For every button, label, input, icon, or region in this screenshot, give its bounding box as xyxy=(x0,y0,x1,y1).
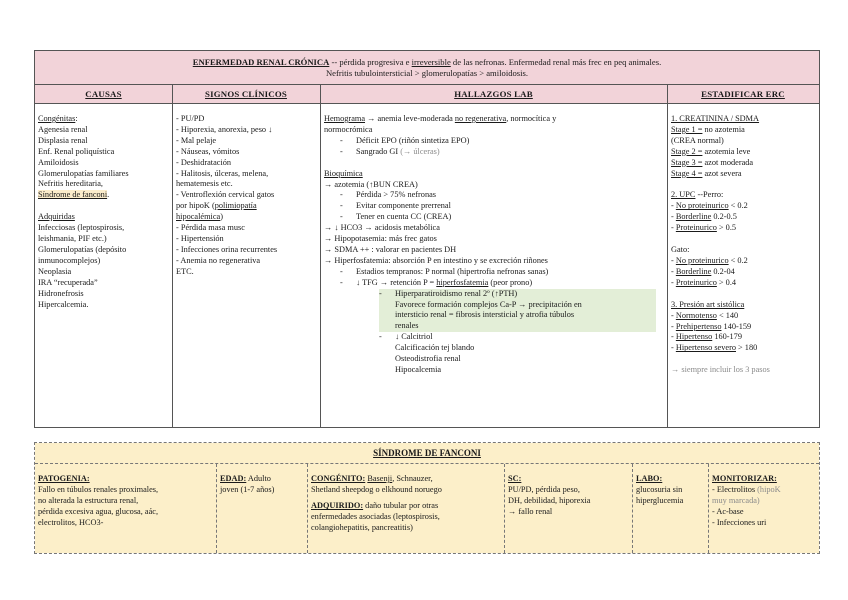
presion-value: 140-159 xyxy=(721,321,752,331)
stage-label: Stage 3 = xyxy=(671,157,703,167)
presion-value: 160-179 xyxy=(712,332,742,342)
text: joven (1-7 años) xyxy=(220,485,275,494)
list-item: - Mal pelaje xyxy=(176,135,217,145)
text: electrolitos, HCO3- xyxy=(38,518,104,527)
text: enfermedades asociadas (leptospirosis, xyxy=(311,512,440,521)
list-item: renales xyxy=(379,321,656,332)
header-hallazgos: HALLAZGOS LAB xyxy=(320,85,667,104)
list-item: Neoplasia xyxy=(38,266,72,276)
signos-column xyxy=(173,104,320,427)
text: (peor prono) xyxy=(488,277,533,287)
list-item: Nefritis hereditaria, xyxy=(38,179,103,189)
list-item: Enf. Renal poliquística xyxy=(38,146,115,156)
text: Fallo en túbulos renales proximales, xyxy=(38,485,159,494)
list-item: Hiperparatiroidismo renal 2º (↑PTH) xyxy=(395,288,518,298)
list-item: hematemesis etc. xyxy=(176,179,233,189)
list-item: ↓ Calcitriol xyxy=(395,332,433,342)
list-item: Tener en cuenta CC (CREA) xyxy=(356,212,452,222)
text: no alterada la estructura renal, xyxy=(38,496,139,505)
upc-value: > 0.4 xyxy=(716,277,737,287)
dash: - xyxy=(671,321,676,331)
list-item: - Ventroflexión cervical gatos xyxy=(176,190,275,200)
list-item: - PU/PD xyxy=(176,114,205,123)
hipok-note: (hipoK xyxy=(757,485,781,494)
polimiopatia: polimiopatía xyxy=(214,201,257,211)
upc-value: 0.2-04 xyxy=(711,266,735,276)
list-item: Amiloidosis xyxy=(38,157,79,167)
list-item: → Hiperfosfatemia: absorción P en intestino y se excreción riñones xyxy=(324,255,548,265)
dash: - xyxy=(671,201,676,211)
text: hiperglucemia xyxy=(636,496,684,505)
hipocalemica: hipocalémica xyxy=(176,212,221,222)
title-heading: ENFERMEDAD RENAL CRÓNICA xyxy=(192,57,330,67)
title-rest: de las nefronas. Enfermedad renal más frec en peq animales. xyxy=(450,57,662,67)
labo-cell xyxy=(632,464,708,553)
text: - Ac-base xyxy=(712,507,744,516)
title-dash: -- pérdida progresiva e xyxy=(329,57,412,67)
list-item: - Hiporexia, anorexia, peso ↓ xyxy=(176,124,273,134)
monitorizar-cell xyxy=(708,464,819,553)
header-estadificar: ESTADIFICAR ERC xyxy=(667,85,819,104)
list-item: Favorece formación complejos Ca-P → precipitación en xyxy=(379,300,656,311)
dash: - xyxy=(671,332,676,342)
list-item: por hipoK ( xyxy=(176,201,215,211)
header-causas: CAUSAS xyxy=(35,85,172,104)
presion-label: Hipertenso severo xyxy=(675,343,736,353)
hemograma-label: Hemograma xyxy=(324,114,366,123)
dash: - xyxy=(671,343,676,353)
upc-label: Proteinurico xyxy=(675,277,717,287)
list-item: Hipocalcemia xyxy=(395,364,442,374)
upc-value: < 0.2 xyxy=(728,255,748,265)
presion-heading: 3. Presión art sistólica xyxy=(671,299,745,309)
colon: : xyxy=(75,114,78,123)
list-item: Displasia renal xyxy=(38,135,88,145)
stage-text: azot moderada xyxy=(702,157,754,167)
title-line2: Nefritis tubulointersticial > glomerulopatías > amiloidosis. xyxy=(325,68,529,78)
sc-label: SC: xyxy=(508,474,522,483)
dash: - xyxy=(671,212,676,222)
list-item: leishmania, PIF etc.) xyxy=(38,234,107,244)
hallazgos-column: Hemograma → anemia leve-moderada no regenerativa, normocítica y normocrómica - Déficit EPO (riñón sintetiza EPO) - Sangrado GI (→ úlceras) Bioquímica → azotemia (↑BUN CREA) - Pérdida > 75% nefronas - Evitar componente prerrenal - Tener en cuenta CC (CREA) → ↓ HCO3 → acidosis metabólica → Hipopotasemia: más frec gatos → SDMA ++ : valorar en pacientes DH → Hiperfosfatemia: absorción P en intestino y se excreción riñones - Estadios tempranos: P normal (hipertrofia nefronas sanas) - ↓ TFG → retención P = hiperfosfatemia (peor prono) - Hiperparatiroidismo renal 2º (↑PTH) Favorece formación complejos Ca-P → precipitación en intersticio renal = fibrosis intersticial y atrofia túbulos renales - ↓ Calcitriol Calcificación tej blando Osteodistrofia renal Hipocalcemia xyxy=(321,104,667,427)
edad-cell xyxy=(216,464,307,553)
stage-text: azot severa xyxy=(702,168,742,178)
estadificar-column xyxy=(668,104,819,427)
list-item: IRA “recuperada” xyxy=(38,277,98,287)
text: --Perro: xyxy=(695,190,724,200)
list-item: Osteodistrofia renal xyxy=(395,354,461,364)
fanconi-table xyxy=(34,442,820,554)
patogenia-label: PATOGENIA: xyxy=(38,474,90,483)
upc-label: Borderline xyxy=(675,212,712,222)
upc-label: Proteinurico xyxy=(675,223,717,233)
list-item: - Pérdida masa musc xyxy=(176,223,245,233)
monitorizar-label: MONITORIZAR: xyxy=(712,474,777,483)
upc-value: > 0.5 xyxy=(716,223,737,233)
sc-cell xyxy=(504,464,632,553)
text: pérdida excesiva agua, glucosa, aác, xyxy=(38,507,159,516)
list-item: Déficit EPO (riñón sintetiza EPO) xyxy=(356,135,470,145)
list-item: ETC. xyxy=(176,266,194,276)
list-item: - Infecciones orina recurrentes xyxy=(176,244,278,254)
highlighted-block: - Hiperparatiroidismo renal 2º (↑PTH) Favorece formación complejos Ca-P → precipitación en intersticio renal = fibrosis intersticial y atrofia túbulos renales - ↓ Calcitriol Calcificación tej blando Osteodistrofia renal Hipocalcemia xyxy=(379,289,656,376)
congenitas-label: Congénitas xyxy=(38,114,76,123)
stage-label: Stage 4 = xyxy=(671,168,703,178)
stage-text: azotemia leve xyxy=(702,146,751,156)
congenito-cell xyxy=(307,464,504,553)
text: → fallo renal xyxy=(508,507,553,516)
list-item: - Náuseas, vómitos xyxy=(176,146,240,156)
list-item: → Hipopotasemia: más frec gatos xyxy=(324,234,437,244)
list-item: → ↓ HCO3 → acidosis metabólica xyxy=(324,223,440,233)
list-item: → SDMA ++ : valorar en pacientes DH xyxy=(324,244,457,254)
ulceras: (→ úlceras) xyxy=(400,146,440,156)
list-item: Calcificación tej blando xyxy=(395,343,475,353)
text: - Infecciones uri xyxy=(712,518,767,527)
list-item: - Hipertensión xyxy=(176,233,224,243)
presion-label: Hipertenso xyxy=(675,332,713,342)
stage-label: Stage 1 = xyxy=(671,124,703,134)
presion-value: > 180 xyxy=(735,343,758,353)
list-item: Estadios tempranos: P normal (hipertrofia nefronas sanas) xyxy=(356,266,549,276)
list-item: - Deshidratación xyxy=(176,157,232,167)
presion-value: < 140 xyxy=(716,310,739,320)
text: DH, debilidad, hiporexia xyxy=(508,496,591,505)
hiperfosfatemia: hiperfosfatemia xyxy=(436,277,489,287)
main-table xyxy=(34,50,820,428)
upc-value: < 0.2 xyxy=(728,201,748,211)
list-item: Agenesia renal xyxy=(38,124,88,134)
table-title xyxy=(35,51,819,85)
text: → anemia leve-moderada xyxy=(365,114,455,123)
text: ↓ TFG → retención P = xyxy=(356,277,437,287)
bioquimica-label: Bioquímica xyxy=(324,168,363,178)
upc-label: Borderline xyxy=(675,266,712,276)
list-item: - Halitosis, úlceras, melena, xyxy=(176,168,269,178)
list-item: Glomerulopatías (depósito xyxy=(38,244,127,254)
text: , normocítica y xyxy=(506,114,557,123)
title-irreversible: irreversible xyxy=(411,57,451,67)
stage-label: Stage 2 = xyxy=(671,146,703,156)
no-regenerativa: no regenerativa xyxy=(454,114,507,123)
causas-column xyxy=(35,104,172,427)
text: Adulto xyxy=(246,474,271,483)
dash: - xyxy=(671,255,676,265)
fanconi-title: SÍNDROME DE FANCONI xyxy=(35,443,819,464)
creatinina-heading: 1. CREATININA / SDMA xyxy=(671,114,760,123)
adquiridas-label: Adquiridas xyxy=(38,212,75,222)
text: , Schnauzer, xyxy=(392,474,433,483)
list-item: Sangrado GI xyxy=(356,146,401,156)
upc-value: 0.2-0.5 xyxy=(711,212,737,222)
upc-heading: 2. UPC xyxy=(671,190,696,200)
text: normocrómica xyxy=(324,124,373,134)
upc-label: No proteinurico xyxy=(675,255,729,265)
list-item: Glomerulopatías familiares xyxy=(38,168,129,178)
stage-text: no azotemia xyxy=(702,124,745,134)
list-item: Infecciosas (leptospirosis, xyxy=(38,223,125,233)
text: Shetland sheepdog o elkhound noruego xyxy=(311,485,442,494)
list-item: inmunocomplejos) xyxy=(38,255,101,265)
list-item: → azotemia (↑BUN CREA) xyxy=(324,179,418,189)
list-item: Hipercalcemia. xyxy=(38,299,89,309)
edad-label: EDAD: xyxy=(220,474,247,483)
presion-label: Prehipertenso xyxy=(675,321,722,331)
text: colangiohepatitis, pancreatitis) xyxy=(311,523,413,532)
list-item: - Anemia no regenerativa xyxy=(176,255,261,265)
list-item: Hidronefrosis xyxy=(38,288,84,298)
fanconi-link: Síndrome de fanconi xyxy=(38,190,108,200)
dot: . xyxy=(107,190,110,200)
congenito-label: CONGÉNITO: xyxy=(311,474,366,483)
list-item: Evitar componente prerrenal xyxy=(356,201,451,211)
upc-label: No proteinurico xyxy=(675,201,729,211)
basenji: Basenji xyxy=(367,474,393,483)
dash: - xyxy=(671,277,676,287)
text: - Electrolitos xyxy=(712,485,758,494)
hipok-note: muy marcada) xyxy=(712,496,760,505)
text: daño tubular por otras xyxy=(363,501,439,510)
dash: - xyxy=(671,310,676,320)
adquirido-label: ADQUIRIDO: xyxy=(311,501,364,510)
dash: - xyxy=(671,266,676,276)
labo-label: LABO: xyxy=(636,474,663,483)
paren: ) xyxy=(220,212,223,222)
header-signos: SIGNOS CLÍNICOS xyxy=(172,85,320,104)
dash: - xyxy=(671,223,676,233)
stage-text: (CREA normal) xyxy=(671,135,724,145)
text: PU/PD, pérdida peso, xyxy=(508,485,580,494)
patogenia-cell xyxy=(35,464,216,553)
list-item: intersticio renal = fibrosis intersticial y atrofia túbulos xyxy=(379,310,656,321)
list-item: Pérdida > 75% nefronas xyxy=(356,190,437,200)
siempre-note: → siempre incluir los 3 pasos xyxy=(671,365,770,375)
gato-label: Gato: xyxy=(671,245,690,255)
text: glucosuria sin xyxy=(636,485,683,494)
presion-label: Normotenso xyxy=(675,310,717,320)
